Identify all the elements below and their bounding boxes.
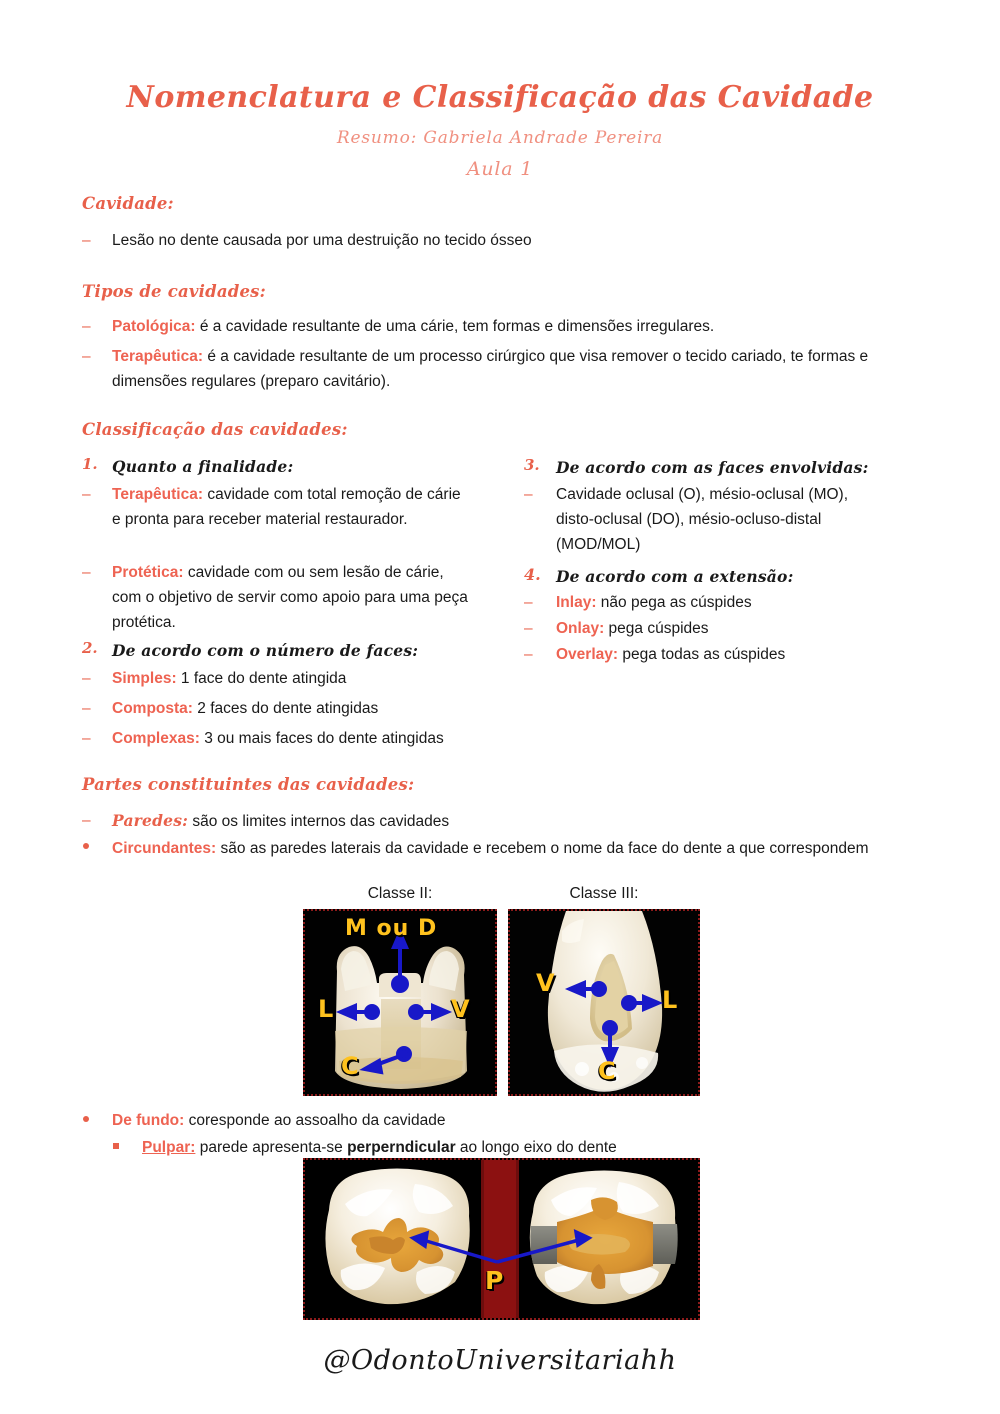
figure-label-v: V [451,995,470,1023]
section-heading-classificacao: Classificação das cavidades: [82,420,348,439]
bullet-square [113,1143,119,1149]
bullet-dash: – [82,700,91,717]
list-item-text: cavidade com ou sem lesão de cárie, com o objetivo de servir como apoio para uma peça protética. [112,564,468,631]
list-item-text: são as paredes laterais da cavidade e recebem o nome da face do dente a que correspondem [220,840,869,857]
figure-label-l: L [318,995,334,1023]
list-item [112,1108,902,1133]
list-item [556,590,886,615]
list-item-text: pega todas as cúspides [622,646,786,663]
list-item-text: coresponde ao assoalho da cavidade [188,1112,446,1129]
list-item-term: Circundantes: [112,840,217,857]
list-item-term: Paredes: [112,811,189,830]
bullet-dash: – [82,812,91,829]
list-item-text: parede apresenta-se [199,1139,343,1156]
list-item [112,726,512,751]
list-item-term: Pulpar: [142,1139,196,1156]
bullet-dash: – [82,730,91,747]
bullet-dash: – [82,348,91,365]
bullet-dash: – [82,486,91,503]
bullet-dash: – [82,564,91,581]
list-item [112,696,492,721]
list-item-term: Complexas: [112,730,200,747]
list-item-text: pega cúspides [608,620,709,637]
list-item-term: Inlay: [556,594,597,611]
subsection-heading: Quanto a finalidade: [112,457,294,476]
list-item: Cavidade oclusal (O), mésio-oclusal (MO), disto-oclusal (DO), mésio-ocluso-distal (MOD/MOL) [556,486,849,553]
list-item [112,482,462,532]
list-item [112,836,902,861]
bullet-dash: – [82,232,91,249]
list-item-text: não pega as cúspides [600,594,752,611]
figure-label-l: L [662,986,678,1014]
list-marker-number: 4. [524,565,541,584]
list-item-term: Patológica: [112,318,196,335]
list-item-text: cavidade com total remoção de cárie e pronta para receber material restaurador. [112,486,461,528]
bullet-dash: – [524,620,533,637]
subsection-heading: De acordo com o número de faces: [112,641,419,660]
list-item-term: Onlay: [556,620,605,637]
page-subtitle: Resumo: Gabriela Andrade Pereira [336,128,664,148]
section-heading-cavidade: Cavidade: [82,194,174,213]
figure-pulpar-photo [303,1158,700,1320]
figure-caption-classe3: Classe III: [569,885,639,902]
list-item [112,560,472,635]
list-item-text-after: ao longo eixo do dente [459,1139,617,1156]
bullet-dash: – [82,670,91,687]
list-item-text: é a cavidade resultante de uma cárie, tem formas e dimensões irregulares. [199,318,715,335]
page-title: Nomenclatura e Classificação das Cavidade [126,80,874,115]
figure-label-m-ou-d: M ou D [345,916,438,941]
list-item-term: Protética: [112,564,184,581]
list-item: Lesão no dente causada por uma destruição no tecido ósseo [112,232,532,249]
figure-classe3-photo [508,909,700,1096]
list-marker-number: 1. [82,455,98,473]
list-item-term: De fundo: [112,1112,185,1129]
bullet-dash: – [82,318,91,335]
list-item [112,314,902,339]
list-item [112,666,492,691]
footer-handle: @OdontoUniversitariahh [323,1345,677,1376]
list-item-term: Composta: [112,700,193,717]
subsection-heading: De acordo com as faces envolvidas: [556,458,869,477]
list-item-text: 1 face do dente atingida [180,670,347,687]
figure-label-c: C [598,1057,616,1085]
list-item [556,616,886,641]
bullet-dash: – [524,486,533,503]
bullet-dash: – [524,646,533,663]
figure-label-p: P [485,1266,504,1295]
list-marker-number: 2. [82,639,98,657]
figure-label-c: C [341,1052,359,1080]
list-item [142,1135,932,1160]
section-heading-tipos: Tipos de cavidades: [82,282,266,301]
bullet-dot [83,1116,89,1122]
list-item-term: Simples: [112,670,177,687]
figure-label-v: V [536,969,555,997]
list-item-text: são os limites internos das cavidades [192,813,450,830]
list-item [556,642,886,667]
list-item [112,344,912,394]
subsection-heading: De acordo com a extensão: [556,567,794,586]
list-marker-number: 3. [524,456,540,474]
figure-classe2-photo [303,909,497,1096]
list-item-emphasis: perperndicular [347,1139,456,1156]
list-item-term: Overlay: [556,646,619,663]
list-item-text: 2 faces do dente atingidas [197,700,379,717]
lesson-label: Aula 1 [466,158,534,180]
list-item-text: é a cavidade resultante de um processo cirúrgico que visa remover o tecido cariado, te formas e dimensões regulares (preparo cavitário). [112,348,869,390]
figure-caption-classe2: Classe II: [367,885,433,902]
list-item-term: Terapêutica: [112,348,204,365]
list-item-term: Terapêutica: [112,486,204,503]
bullet-dash: – [524,594,533,611]
bullet-dot [83,843,89,849]
list-item [112,808,902,834]
list-item-text: 3 ou mais faces do dente atingidas [204,730,444,747]
section-heading-partes: Partes constituintes das cavidades: [82,775,415,794]
